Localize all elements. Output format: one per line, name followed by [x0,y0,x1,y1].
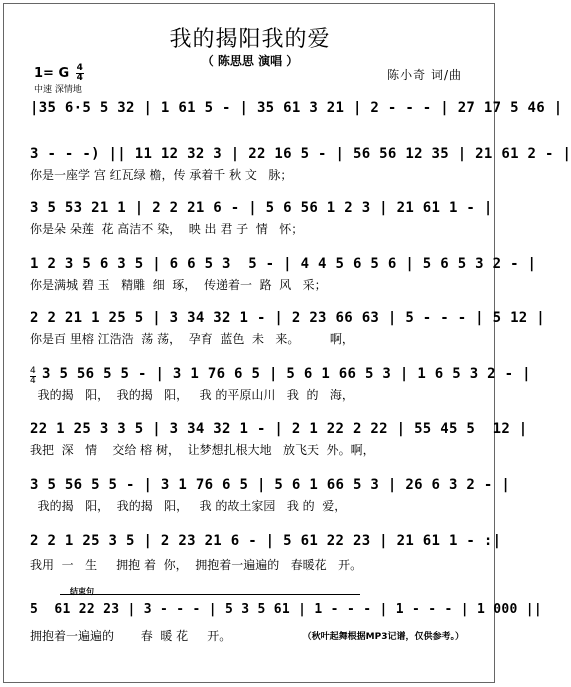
ending-bracket [60,594,360,595]
notation-row: 3 5 56 5 5 - | 3 1 76 6 5 | 5 6 1 66 5 3 | 1 6 5 3 2 - | [42,366,531,382]
key-text: 1= G [34,66,70,81]
notation-row: 2 2 21 1 25 5 | 3 34 32 1 - | 2 23 66 63 | 5 - - - | 5 12 | [30,310,545,326]
time-signature-change [30,367,36,386]
song-title: 我的揭阳我的爱 [169,27,331,52]
lyric-row: 我用 一 生 拥抱 着 你， 拥抱着一遍遍的 春暖花 开。 [30,558,363,572]
ending-label: 结束句 [70,587,94,596]
lyric-row: 我的揭 阳， 我的揭 阳， 我 的平原山川 我 的 海， [30,388,354,402]
transcription-note: （秋叶起舞根据MP3记谱，仅供参考。） [302,632,464,642]
time-numerator: 4 [76,63,83,73]
time-denominator: 4 [30,376,36,386]
time-denominator: 4 [76,73,83,83]
lyric-row: 我把 深 情 交给 榕 树， 让梦想扎根大地 放飞天 外。啊， [30,443,375,457]
notation-row: 3 - - -) || 11 12 32 3 | 22 16 5 - | 56 56 12 35 | 21 61 2 - | [30,146,571,162]
notation-row: 1 2 3 5 6 3 5 | 6 6 5 3 5 - | 4 4 5 6 5 6 | 5 6 5 3 2 - | [30,256,537,272]
performer-credit: （ 陈思思 演唱 ） [201,54,299,68]
time-numerator: 4 [30,366,36,376]
lyric-row: 拥抱着一遍遍的 春 暖 花 开。 [30,629,232,643]
lyric-row: 你是朵 朵莲 花 高洁不 染， 映 出 君 子 情 怀； [30,222,304,236]
notation-row: 22 1 25 3 3 5 | 3 34 32 1 - | 2 1 22 2 22 | 55 45 5 12 | [30,421,528,437]
lyric-row: 你是百 里榕 江浩浩 荡 荡， 孕育 蓝色 未 来。 啊， [30,332,354,346]
notation-row: |35 6·5 5 32 | 1 61 5 - | 35 61 3 21 | 2 - - - | 27 17 5 46 | [30,100,563,116]
notation-row: 5 61 22 23 | 3 - - - | 5 3 5 61 | 1 - - - | 1 - - - | 1 000 || [30,602,542,617]
notation-row: 2 2 1 25 3 5 | 2 23 21 6 - | 5 61 22 23 | 21 61 1 - :| [30,533,502,549]
lyric-row: 你是满城 碧 玉 精雕 细 琢， 传递着一 路 风 采； [30,278,327,292]
notation-row: 3 5 53 21 1 | 2 2 21 6 - | 5 6 56 1 2 3 | 21 61 1 - | [30,200,493,216]
lyric-row: 你是一座学 宫 红瓦绿 檐，传 承着千 秋 文 脉； [30,168,293,182]
time-signature [76,64,84,83]
notation-row: 3 5 56 5 5 - | 3 1 76 6 5 | 5 6 1 66 5 3 | 26 6 3 2 - | [30,477,511,493]
key-signature [34,64,84,83]
tempo-marking: 中速 深情地 [34,85,82,95]
lyric-row: 我的揭 阳， 我的揭 阳， 我 的故土家园 我 的 爱， [30,499,347,513]
composer-credit: 陈小奇 词/曲 [387,68,462,82]
